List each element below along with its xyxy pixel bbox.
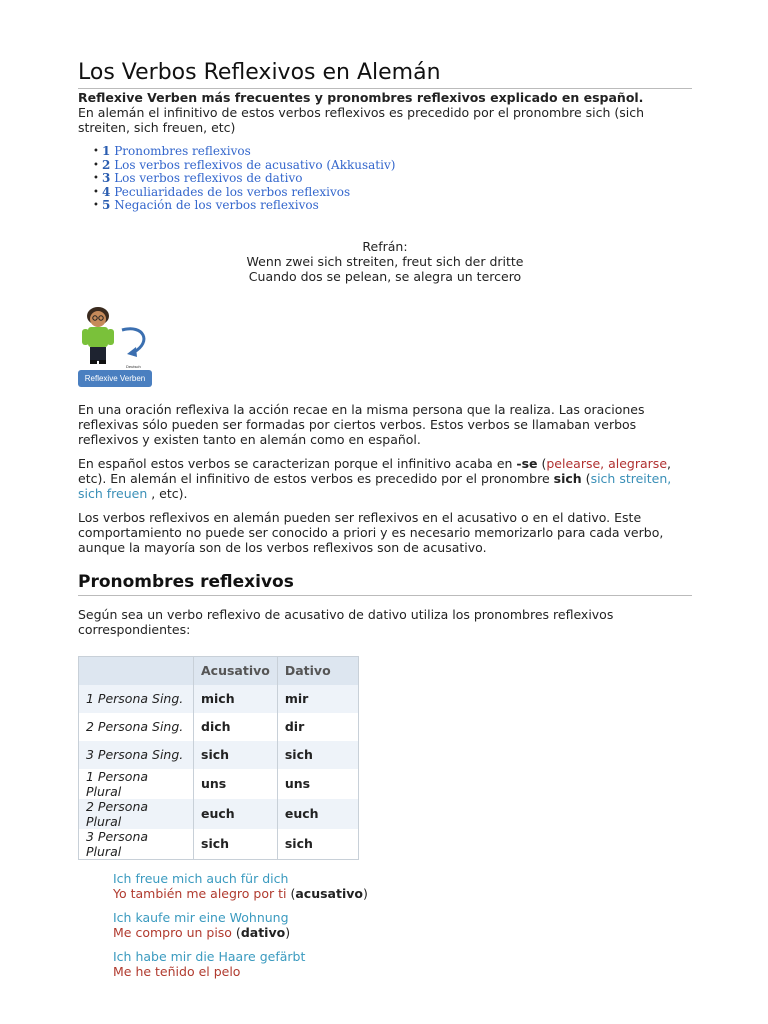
toc-link[interactable]: Negación de los verbos reflexivos (114, 198, 319, 213)
toc-item[interactable] (102, 172, 692, 186)
example-spanish: Me he teñido el pelo (113, 963, 241, 979)
paragraph-spanish-infinitive (78, 456, 692, 501)
illustration-badge: Reflexive Verben (84, 373, 146, 383)
accusative-cell: uns (194, 769, 278, 799)
toc-item[interactable] (102, 159, 692, 173)
dative-cell: sich (277, 829, 358, 860)
person-cell: 1 Persona Sing. (79, 685, 194, 713)
text: ( (581, 470, 591, 486)
toc-number: 4 (102, 184, 111, 199)
accusative-cell: euch (194, 799, 278, 829)
toc-link[interactable]: Pronombres reflexivos (114, 144, 251, 159)
dative-cell: dir (277, 713, 358, 741)
example-spanish: Me compro un piso (113, 924, 232, 940)
text: ) (362, 885, 368, 901)
table-row (79, 685, 359, 713)
column-header: Dativo (277, 656, 358, 685)
person-cell: 2 Persona Plural (79, 799, 194, 829)
toc-link[interactable]: Los verbos reflexivos de acusativo (Akkusativ) (114, 157, 396, 172)
paragraph-reflexive-definition: En una oración reflexiva la acción recae en la misma persona que la realiza. Las oraciones reflexivas sólo pueden ser formadas por ciertos verbos. Estos verbos se llamaban verbos reflexivos y existen tanto en alemán como en español. (78, 401, 645, 447)
example (113, 949, 692, 979)
page-title: Los Verbos Reflexivos en Alemán (78, 60, 692, 89)
example-german: Ich habe mir die Haare gefärbt (113, 948, 306, 964)
person-cell: 3 Persona Plural (79, 829, 194, 860)
example-german: Ich freue mich auch für dich (113, 870, 289, 886)
toc-number: 3 (102, 171, 111, 186)
example (113, 871, 692, 901)
text: ( (286, 885, 296, 901)
pronouns-table (78, 656, 359, 860)
accusative-cell: sich (194, 829, 278, 860)
column-header: Acusativo (194, 656, 278, 685)
table-header-row (79, 656, 359, 685)
table-of-contents (78, 145, 692, 213)
toc-link[interactable]: Los verbos reflexivos de dativo (114, 171, 303, 186)
case-label: dativo (240, 924, 286, 940)
section-heading: Pronombres reflexivos (78, 572, 692, 596)
toc-link[interactable]: Peculiaridades de los verbos reflexivos (114, 184, 351, 199)
accusative-cell: dich (194, 713, 278, 741)
text: , etc). En alemán el infinitivo de estos verbos es precedido por el pronombre (78, 455, 671, 486)
text: En español estos verbos se caracterizan porque el infinitivo acaba en (78, 455, 517, 471)
toc-item[interactable] (102, 145, 692, 159)
table-row (79, 713, 359, 741)
paragraph-acc-dat: Los verbos reflexivos en alemán pueden ser reflexivos en el acusativo o en el dativo. Este comportamiento no puede ser conocido a priori y es necesario memorizarlo para cada verbo, aunque la mayoría son de los verbos reflexivos son de acusativo. (78, 509, 664, 555)
example-german: Ich kaufe mir eine Wohnung (113, 909, 289, 925)
text: , etc). (147, 485, 188, 501)
toc-number: 5 (102, 198, 111, 213)
person-cell: 2 Persona Sing. (79, 713, 194, 741)
table-row (79, 829, 359, 860)
intro-paragraph: En alemán el infinitivo de estos verbos reflexivos es precedido por el pronombre sich (sich streiten, sich freuen, etc) (78, 105, 645, 136)
case-label: acusativo (295, 885, 363, 901)
table-row (79, 799, 359, 829)
accusative-cell: mich (194, 685, 278, 713)
section-intro: Según sea un verbo reflexivo de acusativo de dativo utiliza los pronombres reflexivos correspondientes: (78, 606, 614, 637)
toc-item[interactable] (102, 186, 692, 200)
dative-cell: sich (277, 741, 358, 769)
column-header (79, 656, 194, 685)
table-row (79, 769, 359, 799)
table-row (79, 741, 359, 769)
tiny-label: Deutsch (126, 363, 141, 369)
text: ) (285, 924, 291, 940)
proverb-heading: Refrán: (362, 238, 408, 254)
dative-cell: uns (277, 769, 358, 799)
spanish-examples: pelearse, alegrarse (546, 455, 668, 471)
example (113, 910, 692, 940)
example-spanish: Yo también me alegro por ti (113, 885, 287, 901)
proverb-german: Wenn zwei sich streiten, freut sich der dritte (246, 253, 524, 269)
toc-item[interactable] (102, 199, 692, 213)
text: ( (537, 455, 547, 471)
suffix-se: -se (516, 455, 538, 471)
toc-number: 2 (102, 157, 111, 172)
dative-cell: euch (277, 799, 358, 829)
pronouns-table-wrap (78, 656, 692, 860)
pronoun-sich: sich (553, 470, 582, 486)
person-cell: 3 Persona Sing. (79, 741, 194, 769)
german-examples: sich streiten, sich freuen (78, 470, 672, 501)
reflexive-verbs-illustration (78, 304, 158, 388)
page-subtitle: Reflexive Verben más frecuentes y pronombres reflexivos explicado en español. (78, 90, 644, 106)
proverb-spanish: Cuando dos se pelean, se alegra un tercero (248, 268, 522, 284)
dative-cell: mir (277, 685, 358, 713)
text: ( (231, 924, 241, 940)
examples (113, 871, 692, 979)
accusative-cell: sich (194, 741, 278, 769)
toc-number: 1 (102, 144, 111, 159)
person-cell: 1 Persona Plural (79, 769, 194, 799)
article (78, 60, 692, 988)
proverb (78, 239, 692, 284)
